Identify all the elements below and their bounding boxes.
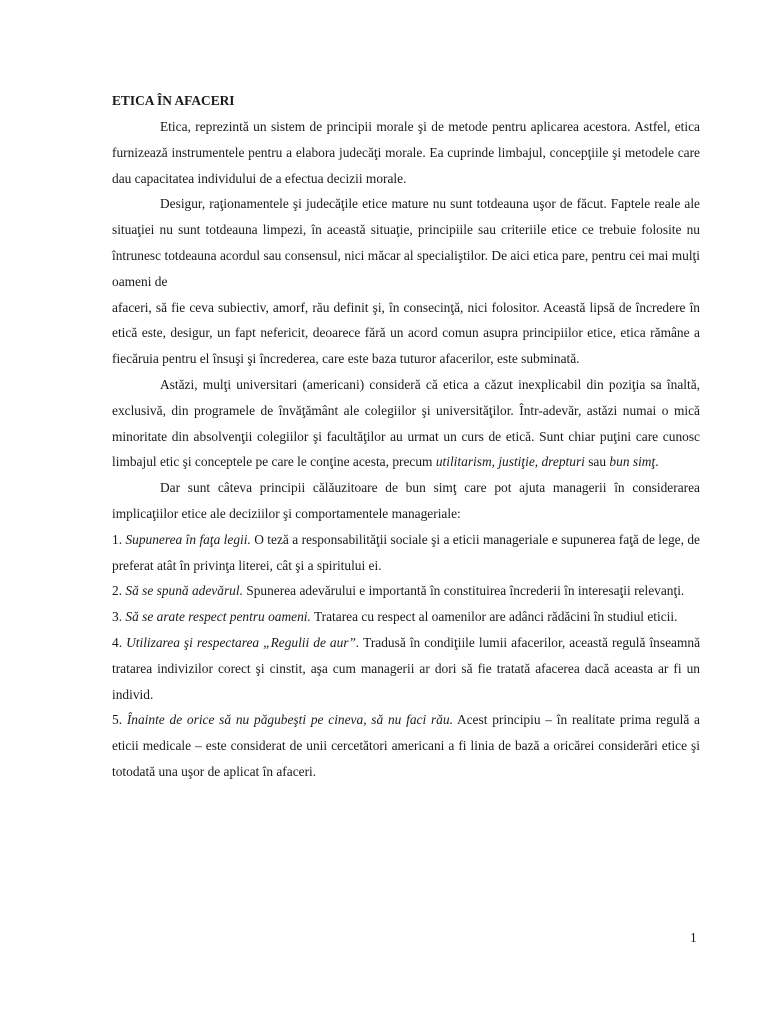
list-item [112, 527, 700, 579]
paragraph-reasoning: Desigur, raţionamentele şi judecăţile etice mature nu sunt totdeauna uşor de făcut. Faptele reale ale situaţiei nu sunt totdeauna limpezi, în această situaţie, principiile sau criteriile etice ce trebuie folosite nu întrunesc totdeauna acordul sau consensul, nici măcar al specialiştilor. De aici etica pare, pentru cei mai mulţi oameni de [112, 196, 700, 289]
list-item-number: 5. [112, 712, 127, 728]
paragraph-principles-intro: Dar sunt câteva principii călăuzitoare de bun simţ care pot ajuta managerii în considerarea implicaţiilor etice ale deciziilor şi comportamentele manageriale: [112, 480, 700, 521]
list-item-number: 2. [112, 583, 126, 599]
list-item-text: Tradusă în condiţiile lumii afacerilor, această regulă înseamnă tratarea indivizilor corect şi cinstit, aşa cum managerii ar dori să fie tratată afacerea dacă aceasta ar fi un individ. [112, 634, 701, 702]
common-sense-term: bun simţ [609, 454, 656, 470]
paragraph-continuation: afaceri, să fie ceva subiectiv, amorf, rău definit şi, în consecinţă, nici folositor. Această lipsă de încredere în etică este, desigur, un fapt nefericit, deoarece fără un acord comun asupra principiilor etice, etica rămâne a fiecăruia pentru el însuşi şi încrederea, care este baza tuturor afacerilor, este subminată. [112, 299, 700, 367]
conjunction: sau [584, 454, 610, 470]
list-item [112, 630, 700, 707]
period: . [655, 454, 659, 470]
list-item-title: Să se arate respect pentru oameni. [125, 609, 311, 625]
ethics-terms: utilitarism, justiţie, drepturi [435, 454, 585, 470]
paragraph-universities [112, 372, 700, 475]
list-item [112, 578, 700, 604]
list-item-title: Utilizarea şi respectarea „Regulii de aur”. [126, 634, 360, 650]
list-item-text: Acest principiu – în realitate prima regulă a eticii medicale – este considerat de unii cercetători americani a fi linia de bază a oricărei considerări etice şi totodată una uşor de aplicat în afaceri. [112, 712, 700, 779]
list-item [112, 604, 700, 630]
list-item-number: 1. [112, 531, 126, 547]
list-item-text: O teză a responsabilităţii sociale şi a eticii manageriale e supunerea faţă de lege, de preferat atât în privinţa literei, cât şi a spiritului ei. [112, 531, 700, 573]
list-item-number: 3. [112, 609, 126, 625]
list-item-number: 4. [112, 634, 127, 650]
list-item-title: Să se spună adevărul. [125, 583, 243, 599]
paragraph-intro: Etica, reprezintă un sistem de principii morale şi de metode pentru aplicarea acestora. Astfel, etica furnizează instrumentele pentru a elabora judecăţi morale. Ea cuprinde limbajul, concepţiile şi metodele care dau capacitatea individului de a efectua decizii morale. [112, 119, 700, 186]
document-title: ETICA ÎN AFACERI [112, 93, 235, 108]
page-number: 1 [690, 930, 697, 945]
list-item-title: Înainte de orice să nu păgubeşti pe cineva, să nu faci rău. [126, 712, 453, 728]
list-item-title: Supunerea în faţa legii. [125, 531, 251, 547]
list-item [112, 707, 700, 784]
list-item-text: Spunerea adevărului e importantă în constituirea încrederii în interesaţii relevanţi. [242, 583, 685, 599]
paragraph-universities-text: Astăzi, mulţi universitari (americani) consideră că etica a căzut inexplicabil din poziţia sa înaltă, exclusivă, din programele de învăţământ ale colegiilor şi universităţilor. Într-adevăr, astăzi numai o mică minoritate din absolvenţii colegiilor şi facultăţilor au urmat un curs de etică. Sunt chiar puţini care cunosc limbajul etic şi conceptele pe care le conţine acesta, precum [112, 376, 700, 470]
document-page [112, 88, 700, 785]
list-item-text: Tratarea cu respect al oamenilor are adânci rădăcini în studiul eticii. [310, 609, 678, 625]
